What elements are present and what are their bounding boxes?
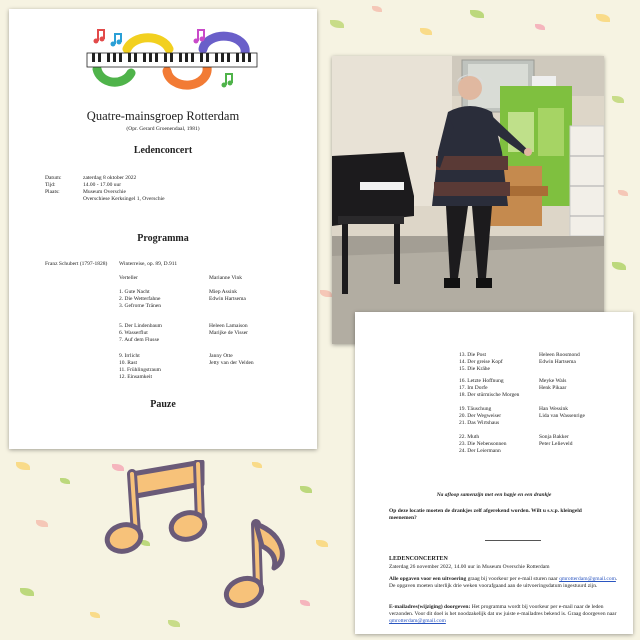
cast-role: Verteller <box>119 275 138 281</box>
next-concert: Zaterdag 26 november 2022, 14.00 uur in Museum Overschie Rotterdam <box>389 564 550 570</box>
pause-heading: Pauze <box>150 399 176 410</box>
program-sheet-page-1 <box>9 9 317 449</box>
signup-paragraph: Alle opgaven voor een uitvoering graag bij voorkeur per e-mail sturen naar qmrotterdam@gmail.com. De opgaven moeten uiterlijk drie weken voorafgaand aan de uitvoeringsdatum ingestuurd zijn. <box>389 576 618 589</box>
song-list: 9. Irrlicht 10. Rast 11. Frühlingstraum 12. Einsamkeit <box>119 353 161 380</box>
program-sheet-page-2 <box>355 312 633 634</box>
email-paragraph: E-mailadres(wijziging) doorgeven: Het programma wordt bij voorkeur per e-mail naar de leden verzonden. Voor dit doel is het noodzakelijk dat uw juiste e-mailadres bekend is. Graag doorgeven naar qmrotterdam@gmail.com <box>389 604 617 624</box>
info-labels: Datum: Tijd: Plaats: <box>45 175 62 195</box>
beamed-note-icon <box>102 460 214 560</box>
divider <box>485 540 541 541</box>
program-heading: Programma <box>137 233 189 244</box>
email-change-link[interactable]: qmrotterdam@gmail.com <box>389 618 446 624</box>
composer: Franz Schubert (1797-1828) <box>45 261 108 267</box>
performer-photo <box>332 56 604 344</box>
work-title: Winterreise, op. 89, D.911 <box>119 261 178 267</box>
player-list: Han Wessink Lida van Wassenrige <box>539 406 585 419</box>
info-values: zaterdag 8 oktober 2022 14.00 - 17.00 uur Museum Overschie Overschiese Kerksingel 1, Overschie <box>83 175 165 202</box>
player-list: Miep Assink Edwin Hartsema <box>209 289 246 302</box>
cast-name: Marianne Vink <box>209 275 243 281</box>
song-list: 1. Gute Nacht 2. Die Wetterfahne 3. Gefrorne Tränen <box>119 289 162 309</box>
photo-illustration <box>332 56 604 344</box>
song-list: 5. Der Lindenbaum 6. Wasserflut 7. Auf dem Flusse <box>119 323 162 343</box>
player-list: Sonja Bakker Peter Lelieveld <box>539 434 573 447</box>
piano-logo <box>85 27 259 93</box>
song-list: 13. Die Post 14. Der greise Kopf 15. Die Krähe <box>459 352 503 372</box>
group-subtitle: (Opr. Gerard Groenendaal, 1981) <box>126 126 200 132</box>
signup-email-link[interactable]: qmrotterdam@gmail.com <box>559 576 616 582</box>
after-line: Na afloop samenzijn met een hapje en een drankje <box>436 492 552 498</box>
song-list: 19. Täuschung 20. Der Wegweiser 21. Das Wirtshaus <box>459 406 502 426</box>
music-note-icon <box>212 516 292 616</box>
drinks-note: Op deze locatie moeten de drankjes zelf afgerekend worden. Wilt u s.v.p. kleingeld meenemen? <box>389 508 582 521</box>
player-list: Janny Otte Jetty van der Velden <box>209 353 254 366</box>
concert-heading: Ledenconcert <box>133 145 193 156</box>
player-list: Heleen Lamaison Marijke de Visser <box>209 323 248 336</box>
group-title: Quatre-mainsgroep Rotterdam <box>86 109 240 123</box>
song-list: 22. Muth 23. Die Nebensonnen 24. Der Leiermann <box>459 434 507 454</box>
song-list: 16. Letzte Hoffnung 17. Im Dorfe 18. Der stürmische Morgen <box>459 378 520 398</box>
concerts-heading: LEDENCONCERTEN <box>389 556 448 562</box>
player-list: Heleen Roosmond Edwin Hartsema <box>539 352 580 365</box>
player-list: Meyke Wals Henk Pikaar <box>539 378 567 391</box>
